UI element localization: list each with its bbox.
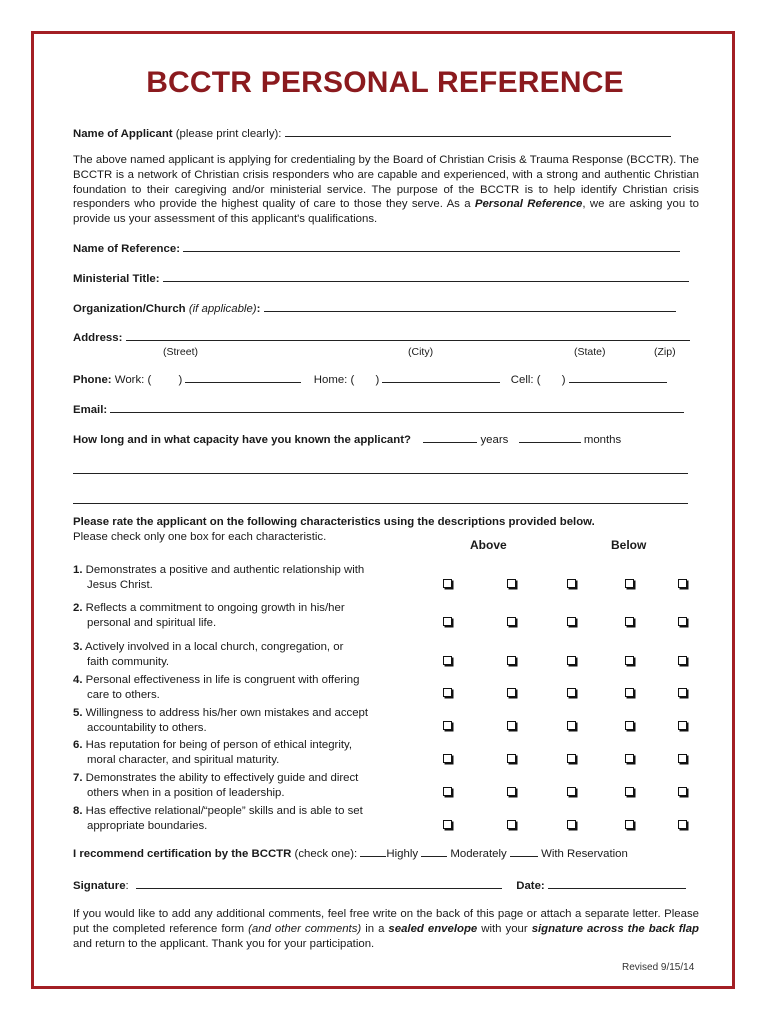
capacity-line-1[interactable] [73, 473, 688, 474]
recommend-label: I recommend certification by the BCCTR [73, 848, 292, 860]
address-field[interactable] [126, 330, 690, 341]
rating-checkbox[interactable] [507, 754, 516, 763]
rating-item [73, 771, 358, 801]
rating-checkbox[interactable] [507, 617, 516, 626]
phone-cell-label: Cell: ( [510, 374, 541, 386]
rating-item-text: Demonstrates the ability to effectively guide and direct [85, 772, 359, 784]
phone-home-label: Home: ( [313, 374, 355, 386]
rating-checkbox[interactable] [443, 656, 452, 665]
email-field[interactable] [110, 402, 684, 413]
known-months-label: months [583, 434, 622, 446]
rating-item-text: Actively involved in a local church, congregation, or [85, 641, 344, 653]
date-label: Date: [516, 880, 545, 892]
rating-item-number: 2. [73, 602, 83, 614]
rating-item-text-cont: faith community. [87, 656, 170, 668]
rating-checkbox[interactable] [443, 617, 452, 626]
rating-instruction-bold: Please rate the applicant on the following characteristics using the descriptions provided below. [73, 516, 595, 528]
rating-item-number: 3. [73, 641, 83, 653]
recommend-moderately-label: Moderately [450, 848, 507, 860]
address-city-caption: (City) [408, 346, 434, 358]
address-state-caption: (State) [574, 346, 606, 358]
recommend-reservation-label: With Reservation [541, 848, 628, 860]
rating-item-text: Personal effectiveness in life is congruent with offering [85, 674, 360, 686]
closing-text: If you would like to add any additional comments, feel free write on the back of this page or attach a separate letter. Please put the completed reference form [73, 908, 699, 935]
rating-checkbox[interactable] [443, 787, 452, 796]
closing-text-2: in a [361, 923, 389, 935]
rating-item-text: Willingness to address his/her own mistakes and accept [85, 707, 369, 719]
rating-checkbox[interactable] [443, 688, 452, 697]
intro-text-end: , we are asking you to provide us your assessment of this applicant's qualifications. [73, 198, 699, 226]
signature-field[interactable] [136, 878, 502, 889]
closing-text-4: and return to the applicant. Thank you for your participation. [73, 938, 375, 950]
rating-item-number: 5. [73, 707, 83, 719]
rating-checkbox[interactable] [625, 579, 634, 588]
rating-item-text-cont: moral character, and spiritual maturity. [87, 754, 280, 766]
rating-checkbox[interactable] [507, 820, 516, 829]
closing-emphasis-signature: signature across the back flap [531, 923, 699, 935]
rating-item [73, 601, 345, 631]
intro-paragraph [73, 153, 699, 227]
rating-checkbox[interactable] [443, 721, 452, 730]
known-years-label: years [480, 434, 509, 446]
rating-checkbox[interactable] [678, 656, 687, 665]
rating-header-above: Above [470, 538, 507, 552]
phone-cell-field[interactable] [569, 372, 667, 383]
rating-checkbox[interactable] [507, 688, 516, 697]
known-years-field[interactable] [423, 432, 477, 443]
rating-item-text: Has reputation for being of person of ethical integrity, [85, 739, 353, 751]
organization-colon: : [256, 303, 261, 315]
rating-header-below: Below [611, 538, 647, 552]
rating-item [73, 673, 359, 703]
address-label: Address: [73, 332, 123, 344]
reference-name-row [73, 241, 680, 255]
intro-emphasis: Personal Reference [474, 198, 583, 211]
phone-home-field[interactable] [382, 372, 500, 383]
rating-checkbox[interactable] [625, 820, 634, 829]
rating-checkbox[interactable] [443, 820, 452, 829]
email-label: Email: [73, 404, 108, 416]
rating-checkbox[interactable] [625, 787, 634, 796]
closing-emphasis-envelope: sealed envelope [388, 923, 478, 935]
rating-checkbox[interactable] [625, 688, 634, 697]
closing-paragraph [73, 907, 699, 952]
rating-checkbox[interactable] [507, 579, 516, 588]
organization-field[interactable] [264, 301, 676, 312]
address-row [73, 330, 690, 344]
phone-cell-paren: ) [561, 374, 566, 386]
signature-row [73, 878, 686, 892]
rating-item-text: Demonstrates a positive and authentic relationship with [85, 564, 365, 576]
recommend-reservation-field[interactable] [510, 846, 538, 857]
rating-checkbox[interactable] [625, 656, 634, 665]
address-zip-caption: (Zip) [654, 346, 676, 358]
rating-item-text-cont: others when in a position of leadership. [87, 787, 285, 799]
rating-item-number: 4. [73, 674, 83, 686]
reference-name-label: Name of Reference: [73, 243, 180, 255]
ministerial-title-label: Ministerial Title: [73, 273, 160, 285]
signature-colon: : [125, 880, 129, 892]
rating-checkbox[interactable] [678, 721, 687, 730]
recommend-moderately-field[interactable] [421, 846, 447, 857]
rating-checkbox[interactable] [507, 656, 516, 665]
rating-item-text: Reflects a commitment to ongoing growth in his/her [85, 602, 345, 614]
reference-name-field[interactable] [183, 241, 680, 252]
applicant-name-field[interactable] [285, 126, 671, 137]
closing-text-3: with your [477, 923, 532, 935]
known-months-field[interactable] [519, 432, 581, 443]
rating-item [73, 804, 363, 834]
rating-item-text-cont: accountability to others. [87, 722, 207, 734]
rating-item [73, 563, 364, 593]
date-field[interactable] [548, 878, 686, 889]
capacity-line-2[interactable] [73, 503, 688, 504]
applicant-name-hint: (please print clearly): [175, 128, 282, 140]
rating-checkbox[interactable] [567, 820, 576, 829]
rating-item-number: 1. [73, 564, 83, 576]
phone-label: Phone: [73, 374, 112, 386]
rating-checkbox[interactable] [625, 617, 634, 626]
rating-checkbox[interactable] [678, 688, 687, 697]
known-row [73, 432, 621, 446]
recommend-hint: (check one): [294, 848, 358, 860]
rating-checkbox[interactable] [507, 787, 516, 796]
rating-checkbox[interactable] [625, 721, 634, 730]
rating-item-number: 8. [73, 805, 83, 817]
ministerial-title-row [73, 271, 689, 285]
rating-checkbox[interactable] [567, 721, 576, 730]
rating-checkbox[interactable] [678, 754, 687, 763]
address-street-caption: (Street) [163, 346, 199, 358]
rating-item-number: 7. [73, 772, 83, 784]
page-title: BCCTR PERSONAL REFERENCE [146, 66, 624, 99]
rating-item [73, 640, 343, 670]
signature-label: Signature [73, 880, 126, 892]
email-row [73, 402, 684, 416]
rating-item-text-cont: Jesus Christ. [87, 579, 153, 591]
rating-item-text-cont: appropriate boundaries. [87, 820, 208, 832]
rating-checkbox[interactable] [678, 820, 687, 829]
rating-checkbox[interactable] [678, 617, 687, 626]
rating-item-text-cont: personal and spiritual life. [87, 617, 217, 629]
organization-label: Organization/Church [73, 303, 186, 315]
known-question: How long and in what capacity have you known the applicant? [73, 434, 411, 446]
phone-row [73, 372, 667, 386]
rating-checkbox[interactable] [678, 787, 687, 796]
recommend-highly-label: Highly [386, 848, 419, 860]
rating-item-text: Has effective relational/“people” skills and is able to set [85, 805, 363, 817]
rating-checkbox[interactable] [443, 579, 452, 588]
rating-checkbox[interactable] [567, 617, 576, 626]
rating-item-number: 6. [73, 739, 83, 751]
rating-checkbox[interactable] [567, 787, 576, 796]
rating-item-text-cont: care to others. [87, 689, 160, 701]
applicant-name-label: Name of Applicant [73, 128, 173, 140]
recommend-highly-field[interactable] [360, 846, 386, 857]
phone-home-paren: ) [375, 374, 380, 386]
rating-checkbox[interactable] [567, 688, 576, 697]
rating-checkbox[interactable] [443, 754, 452, 763]
closing-italic: (and other comments) [248, 923, 362, 935]
rating-checkbox[interactable] [567, 656, 576, 665]
recommend-row [73, 846, 628, 860]
revised-date: Revised 9/15/14 [622, 962, 695, 973]
rating-checkbox[interactable] [567, 754, 576, 763]
organization-row [73, 301, 676, 315]
rating-checkbox[interactable] [625, 754, 634, 763]
ministerial-title-field[interactable] [163, 271, 689, 282]
applicant-name-row [73, 126, 671, 140]
rating-item [73, 738, 352, 768]
organization-hint: (if applicable) [188, 303, 257, 315]
phone-work-label: Work: ( [114, 374, 152, 386]
rating-checkbox[interactable] [507, 721, 516, 730]
rating-checkbox[interactable] [567, 579, 576, 588]
rating-item [73, 706, 368, 736]
rating-instruction: Please check only one box for each characteristic. [73, 531, 327, 543]
phone-work-field[interactable] [185, 372, 301, 383]
phone-work-paren: ) [178, 374, 183, 386]
intro-text: The above named applicant is applying for credentialing by the Board of Christian Crisis & Trauma Response (BCCTR). The BCCTR is a network of Christian crisis responders who are capable and experienced, with a strong and authentic Christian foundation to their caregiving and/or ministerial service. The purpose of the BCCTR is to help identify Christian crisis responders who provide the highest quality of care to those they serve. As a [73, 154, 699, 211]
rating-checkbox[interactable] [678, 579, 687, 588]
